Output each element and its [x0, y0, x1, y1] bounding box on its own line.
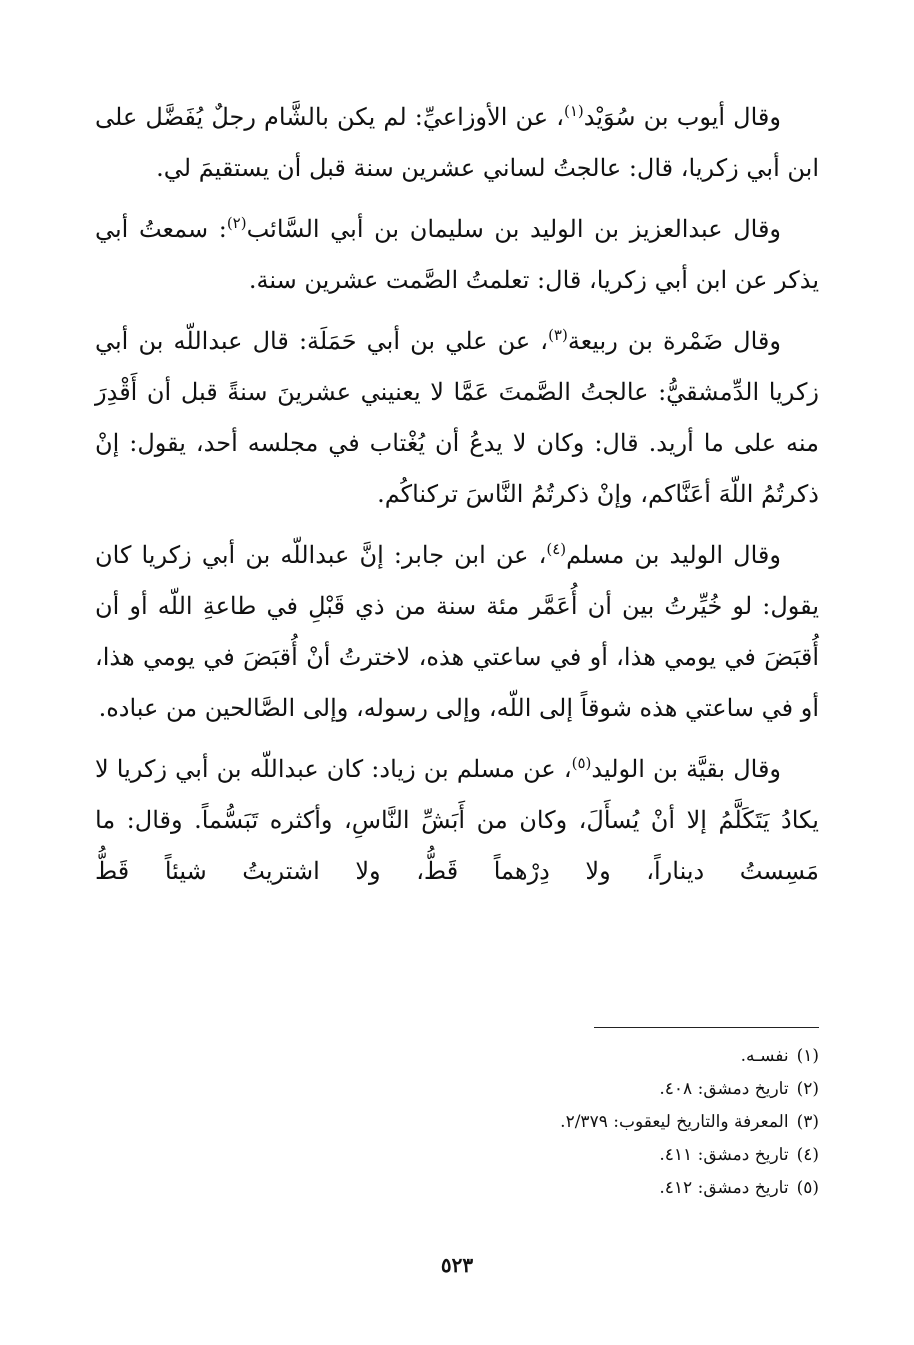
paragraph-2-text-before: وقال عبدالعزيز بن الوليد بن سليمان بن أبي السَّائب — [246, 215, 782, 243]
footnote-ref-4: (٤) — [546, 540, 567, 558]
footnote-text: نفسـه. — [740, 1046, 789, 1066]
footnote-text: تاريخ دمشق: ٤١٢. — [659, 1178, 789, 1198]
paragraph-5 — [95, 744, 819, 897]
paragraph-4-text-after: ، عن ابن جابر: إنَّ عبداللّه بن أبي زكريا كان يقول: لو خُيِّرتُ بين أن أُعَمَّر مئة سنة من ذي قَبْلِ في طاعةِ اللّه أو أن أُقبَضَ في يومي هذا، أو في ساعتي هذه، لاخترتُ أنْ أُقبَضَ في يومي هذا، أو في ساعتي هذه شوقاً إلى اللّه، وإلى رسوله، وإلى الصَّالحين من عباده. — [95, 541, 819, 722]
paragraph-2 — [95, 204, 819, 306]
footnote-1 — [560, 1040, 819, 1073]
footnote-5 — [560, 1172, 819, 1205]
footnote-number: (١) — [796, 1046, 819, 1066]
footnote-ref-3: (٣) — [548, 326, 568, 344]
paragraph-1-text-after: ، عن الأوزاعيِّ: لم يكن بالشَّام رجلٌ يُفَضَّل على ابن أبي زكريا، قال: عالجتُ لساني عشرين سنة قبل أن يستقيمَ لي. — [95, 103, 819, 182]
page-number: ٥٢٣ — [440, 1253, 474, 1277]
footnote-ref-1: (١) — [563, 102, 584, 120]
footnotes-list — [560, 1040, 819, 1205]
paragraph-5-text-before: وقال بقيَّة بن الوليد — [591, 755, 782, 783]
paragraph-4 — [95, 530, 819, 734]
footnote-number: (٥) — [796, 1178, 819, 1198]
paragraph-3 — [95, 316, 819, 520]
footnote-number: (٢) — [796, 1079, 819, 1099]
paragraph-5-text-after: ، عن مسلم بن زياد: كان عبداللّه بن أبي زكريا لا يكادُ يَتَكَلَّمُ إلا أنْ يُسأَلَ، وكان من أَبَشِّ النَّاسِ، وأكثره تَبَسُّماً. وقال: ما مَسِستُ ديناراً، ولا دِرْهماً قَطُّ، ولا اشتريتُ شيئاً قَطُّ — [95, 755, 819, 885]
footnote-3 — [560, 1106, 819, 1139]
footnote-text: تاريخ دمشق: ٤٠٨. — [659, 1079, 789, 1099]
footnote-number: (٣) — [796, 1112, 819, 1132]
footnote-text: تاريخ دمشق: ٤١١. — [659, 1145, 789, 1165]
paragraph-3-text-before: وقال ضَمْرة بن ربيعة — [567, 327, 781, 355]
footnote-2 — [560, 1073, 819, 1106]
paragraph-1 — [95, 92, 819, 194]
footnote-divider — [594, 1027, 819, 1028]
paragraph-2-text-after: : سمعتُ أبي يذكر عن ابن أبي زكريا، قال: تعلمتُ الصَّمت عشرين سنة. — [95, 215, 819, 294]
paragraph-1-text-before: وقال أيوب بن سُوَيْد — [583, 103, 781, 131]
footnote-4 — [560, 1139, 819, 1172]
paragraph-4-text-before: وقال الوليد بن مسلم — [566, 541, 781, 569]
footnote-text: المعرفة والتاريخ ليعقوب: ٢/٣٧٩. — [560, 1112, 789, 1132]
footnote-ref-5: (٥) — [571, 754, 592, 772]
main-text-block — [95, 92, 819, 897]
footnote-number: (٤) — [796, 1145, 819, 1165]
paragraph-3-text-after: ، عن علي بن أبي حَمَلَة: قال عبداللّه بن أبي زكريا الدِّمشقيُّ: عالجتُ الصَّمتَ عَمَّا لا يعنيني عشرينَ سنةً قبل أن أَقْدِرَ منه على ما أريد. قال: وكان لا يدعُ أن يُغْتاب في مجلسه أحد، يقول: إنْ ذكرتُمُ اللّهَ أعَنَّاكم، وإنْ ذكرتُمُ النَّاسَ تركناكُم. — [95, 327, 819, 508]
footnote-ref-2: (٢) — [226, 214, 247, 232]
